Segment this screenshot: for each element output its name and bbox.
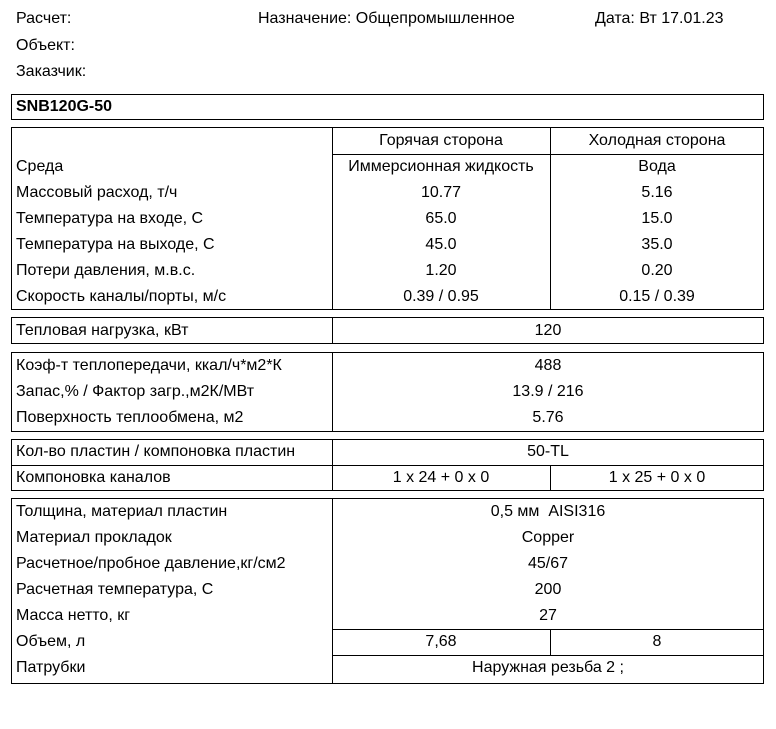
- calc-label: Расчет:: [16, 10, 72, 27]
- row-label: Потери давления, м.в.с.: [16, 262, 196, 279]
- row-label: Массовый расход, т/ч: [16, 184, 178, 201]
- row-value: Copper: [521, 529, 575, 546]
- row-value: 0,5 мм AISI316: [490, 503, 606, 520]
- row-value: 488: [534, 357, 562, 374]
- table-row: [12, 405, 763, 431]
- table-row: [12, 629, 763, 655]
- row-label: Толщина, материал пластин: [16, 503, 228, 520]
- channels-hot: 1 x 24 + 0 x 0: [392, 469, 490, 486]
- cold-value: 0.20: [641, 262, 673, 279]
- purpose-text: Назначение: Общепромышленное: [258, 10, 515, 27]
- cold-value: 35.0: [641, 236, 673, 253]
- cold-value: 5.16: [641, 184, 673, 201]
- table-row: [12, 551, 763, 577]
- row-value: Наружная резьба 2 ;: [472, 659, 624, 676]
- row-value: 5.76: [532, 409, 564, 426]
- table-row: [12, 232, 763, 258]
- plate-count-value: 50-TL: [527, 443, 569, 460]
- table-row: [12, 154, 763, 180]
- row-value: 45/67: [527, 555, 569, 572]
- table-row: [12, 439, 763, 465]
- table-row: [12, 180, 763, 206]
- volume-hot: 7,68: [425, 633, 457, 650]
- plates-table: [11, 439, 764, 491]
- hot-value: 1.20: [425, 262, 457, 279]
- row-label: Температура на входе, С: [16, 210, 204, 227]
- performance-table: [11, 352, 764, 432]
- construction-table: [11, 498, 764, 684]
- hot-side-header: Горячая сторона: [379, 132, 503, 149]
- row-label: Расчетное/пробное давление,кг/см2: [16, 555, 286, 572]
- row-value: 13.9 / 216: [512, 383, 584, 400]
- row-label: Температура на выходе, С: [16, 236, 215, 253]
- table-row: [12, 655, 763, 681]
- row-label: Расчетная температура, С: [16, 581, 214, 598]
- table-row: [12, 603, 763, 629]
- row-value: 27: [539, 607, 557, 624]
- row-label: Скорость каналы/порты, м/с: [16, 288, 227, 305]
- cold-value: 0.15 / 0.39: [619, 288, 695, 305]
- hot-value: 65.0: [425, 210, 457, 227]
- hot-value: 10.77: [420, 184, 462, 201]
- channels-label: Компоновка каналов: [16, 469, 171, 486]
- row-label: Патрубки: [16, 659, 86, 676]
- row-label: Поверхность теплообмена, м2: [16, 409, 244, 426]
- table-row: [12, 258, 763, 284]
- table-row: [12, 577, 763, 603]
- heat-load-value: 120: [534, 322, 562, 339]
- row-label: Коэф-т теплопередачи, ккал/ч*м2*К: [16, 357, 282, 374]
- row-label: Объем, л: [16, 633, 86, 650]
- table-row: [12, 499, 763, 525]
- date-text: Дата: Вт 17.01.23: [595, 10, 724, 27]
- plate-count-label: Кол-во пластин / компоновка пластин: [16, 443, 296, 460]
- model-name: SNB120G-50: [16, 98, 113, 115]
- table-row: [12, 284, 763, 310]
- cold-side-header: Холодная сторона: [588, 132, 726, 149]
- row-label: Запас,% / Фактор загр.,м2К/МВт: [16, 383, 255, 400]
- channels-cold: 1 x 25 + 0 x 0: [608, 469, 706, 486]
- model-box: [11, 94, 764, 120]
- hot-value: 45.0: [425, 236, 457, 253]
- table-row: [12, 353, 763, 379]
- table-row: [12, 525, 763, 551]
- row-value: 200: [534, 581, 562, 598]
- volume-cold: 8: [652, 633, 662, 650]
- heat-load-label: Тепловая нагрузка, кВт: [16, 322, 189, 339]
- hot-value: Иммерсионная жидкость: [348, 158, 534, 175]
- row-label: Среда: [16, 158, 64, 175]
- media-table: [11, 127, 764, 310]
- object-label: Объект:: [16, 37, 75, 54]
- row-label: Материал прокладок: [16, 529, 172, 546]
- heat-load-box: [11, 317, 764, 344]
- cold-value: Вода: [638, 158, 676, 175]
- row-label: Масса нетто, кг: [16, 607, 131, 624]
- customer-label: Заказчик:: [16, 63, 87, 80]
- cold-value: 15.0: [641, 210, 673, 227]
- table-row: [12, 206, 763, 232]
- hot-value: 0.39 / 0.95: [403, 288, 479, 305]
- table-row: [12, 379, 763, 405]
- table-row: [12, 465, 763, 491]
